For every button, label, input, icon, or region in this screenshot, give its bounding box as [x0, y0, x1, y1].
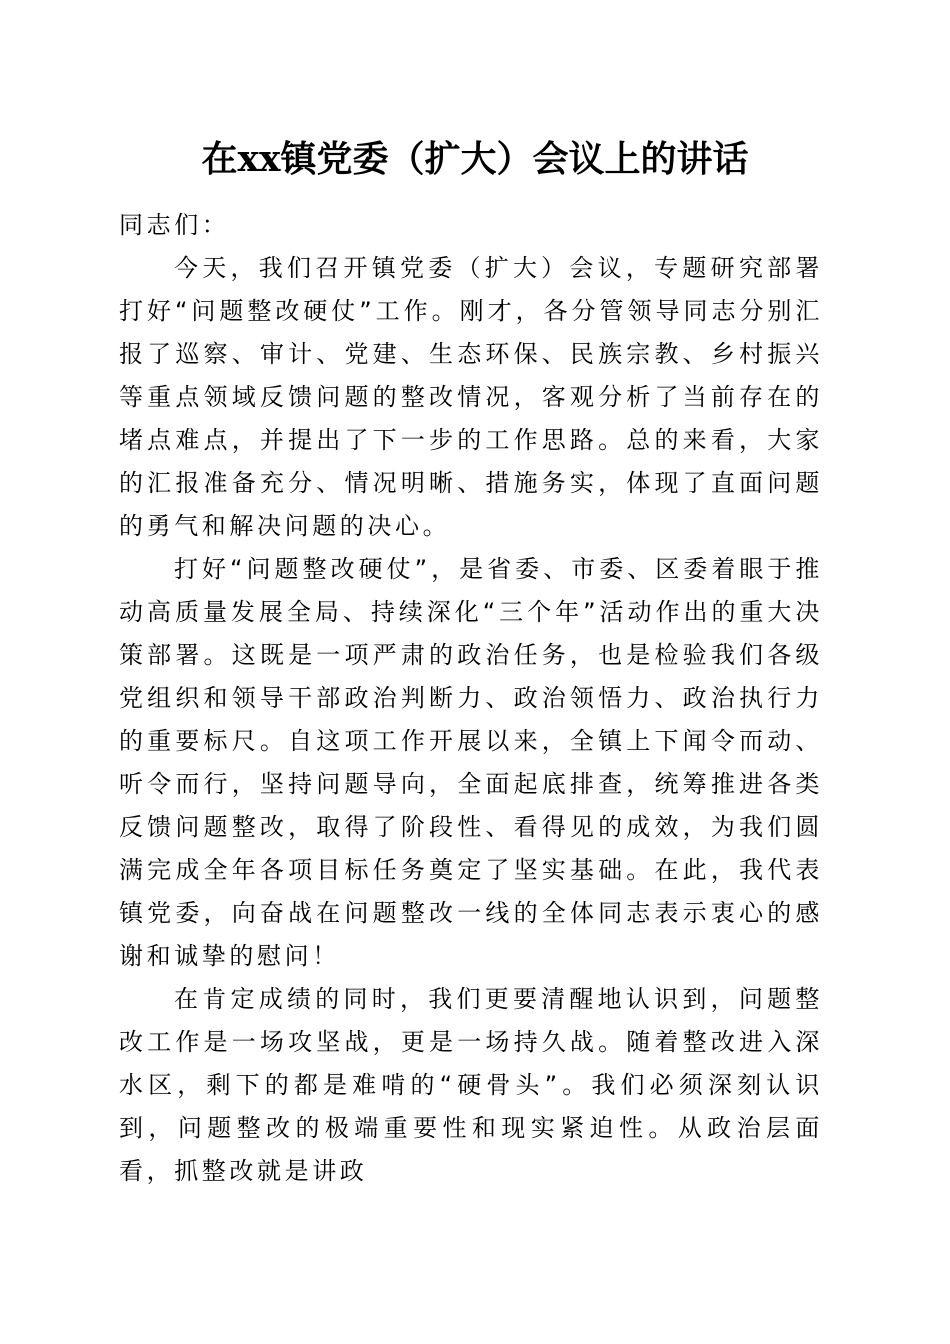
- paragraph-3: 在肯定成绩的同时，我们更要清醒地认识到，问题整改工作是一场攻坚战，更是一场持久战。随着整改进入深水区，剩下的都是难啃的“硬骨头”。我们必须深刻认识到，问题整改的极端重要性和现实紧迫性。从政治层面看，抓整改就是讲政: [119, 985, 823, 1185]
- document-title: 在xx镇党委（扩大）会议上的讲话: [201, 138, 749, 180]
- paragraph-1: 今天，我们召开镇党委（扩大）会议，专题研究部署打好“问题整改硬仗”工作。刚才，各分管领导同志分别汇报了巡察、审计、党建、生态环保、民族宗教、乡村振兴等重点领域反馈问题的整改情况，客观分析了当前存在的堵点难点，并提出了下一步的工作思路。总的来看，大家的汇报准备充分、情况明晰、措施务实，体现了直面问题的勇气和解决问题的决心。: [119, 254, 823, 540]
- document-body: [119, 204, 823, 1193]
- salutation: 同志们：: [119, 211, 230, 239]
- paragraph-2: 打好“问题整改硬仗”，是省委、市委、区委着眼于推动高质量发展全局、持续深化“三个年”活动作出的重大决策部署。这既是一项严肃的政治任务，也是检验我们各级党组织和领导干部政治判断力、政治领悟力、政治执行力的重要标尺。自这项工作开展以来，全镇上下闻令而动、听令而行，坚持问题导向，全面起底排查，统筹推进各类反馈问题整改，取得了阶段性、看得见的成效，为我们圆满完成全年各项目标任务奠定了坚实基础。在此，我代表镇党委，向奋战在问题整改一线的全体同志表示衷心的感谢和诚挚的慰问！: [119, 555, 823, 970]
